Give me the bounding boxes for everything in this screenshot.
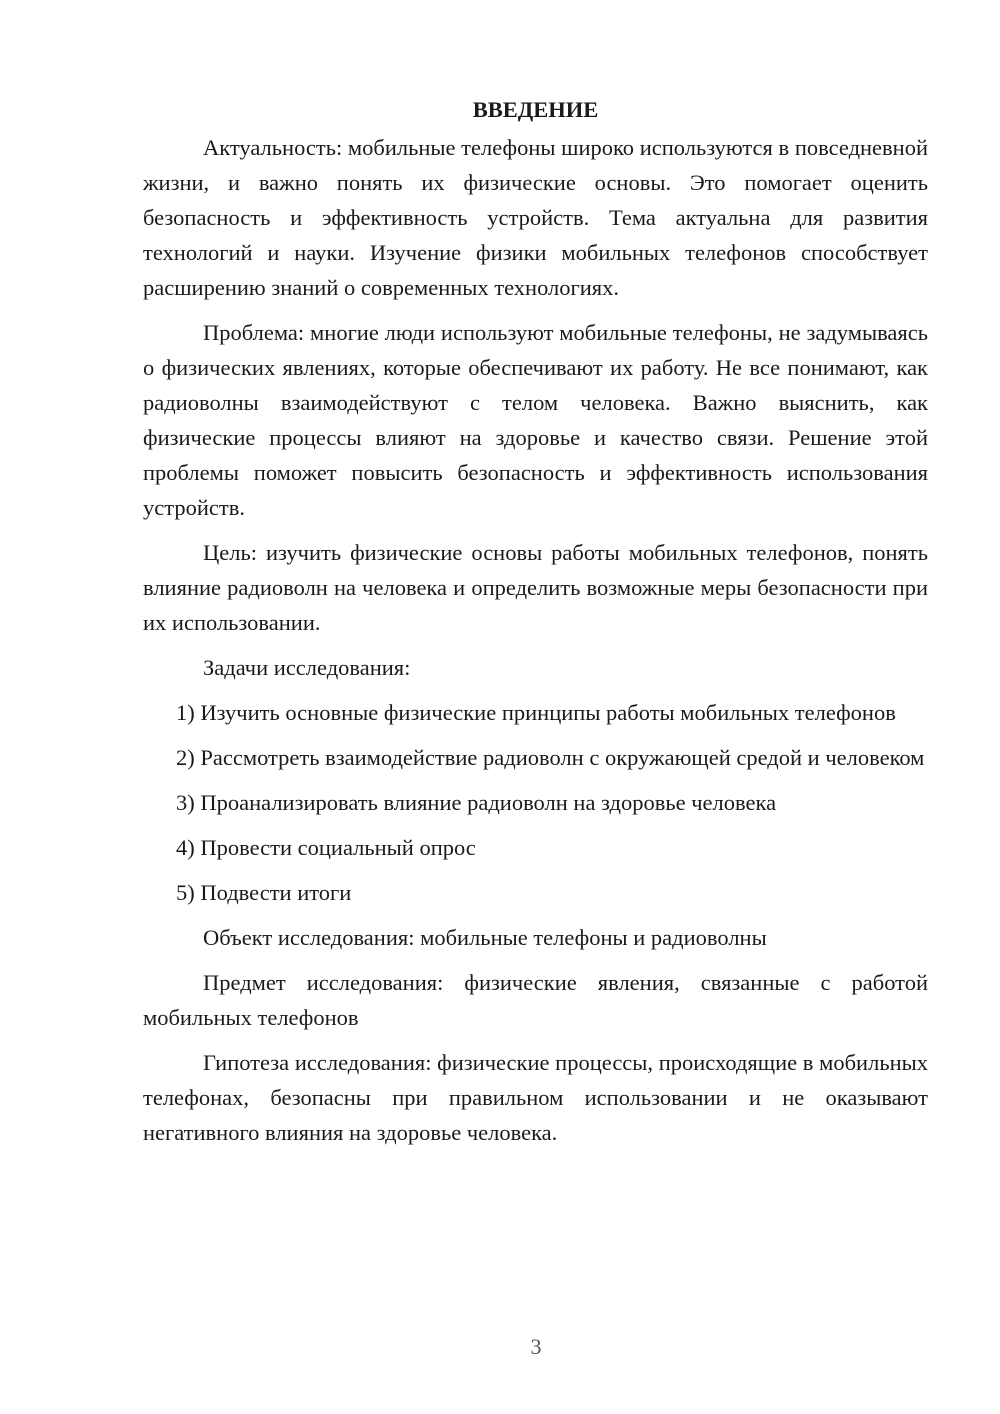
page-content bbox=[143, 92, 928, 1160]
subject-paragraph: Предмет исследования: физические явления, связанные с работой мобильных телефонов bbox=[143, 970, 928, 1030]
page-heading: ВВЕДЕНИЕ bbox=[472, 97, 599, 122]
task-item-2: 2) Рассмотреть взаимодействие радиоволн с окружающей средой и человеком bbox=[176, 745, 925, 770]
task-item-1: 1) Изучить основные физические принципы работы мобильных телефонов bbox=[176, 700, 896, 725]
tasks-title: Задачи исследования: bbox=[203, 655, 411, 680]
relevance-paragraph: Актуальность: мобильные телефоны широко используются в повседневной жизни, и важно понять их физические основы. Это помогает оценить безопасность и эффективность устройств. Тема актуальна для развития технологий и науки. Изучение физики мобильных телефонов способствует расширению знаний о современных технологиях. bbox=[143, 135, 928, 300]
hypothesis-paragraph: Гипотеза исследования: физические процессы, происходящие в мобильных телефонах, безопасны при правильном использовании и не оказывают негативного влияния на здоровье человека. bbox=[143, 1050, 928, 1145]
object-paragraph: Объект исследования: мобильные телефоны и радиоволны bbox=[203, 925, 767, 950]
task-item-5: 5) Подвести итоги bbox=[176, 880, 352, 905]
task-item-4: 4) Провести социальный опрос bbox=[176, 835, 476, 860]
page-number: 3 bbox=[530, 1334, 542, 1359]
goal-paragraph: Цель: изучить физические основы работы мобильных телефонов, понять влияние радиоволн на человека и определить возможные меры безопасности при их использовании. bbox=[143, 540, 928, 635]
problem-paragraph: Проблема: многие люди используют мобильные телефоны, не задумываясь о физических явлениях, которые обеспечивают их работу. Не все понимают, как радиоволны взаимодействуют с телом человека. Важно выяснить, как физические процессы влияют на здоровье и качество связи. Решение этой проблемы поможет повысить безопасность и эффективность использования устройств. bbox=[143, 320, 928, 520]
task-item-3: 3) Проанализировать влияние радиоволн на здоровье человека bbox=[176, 790, 777, 815]
